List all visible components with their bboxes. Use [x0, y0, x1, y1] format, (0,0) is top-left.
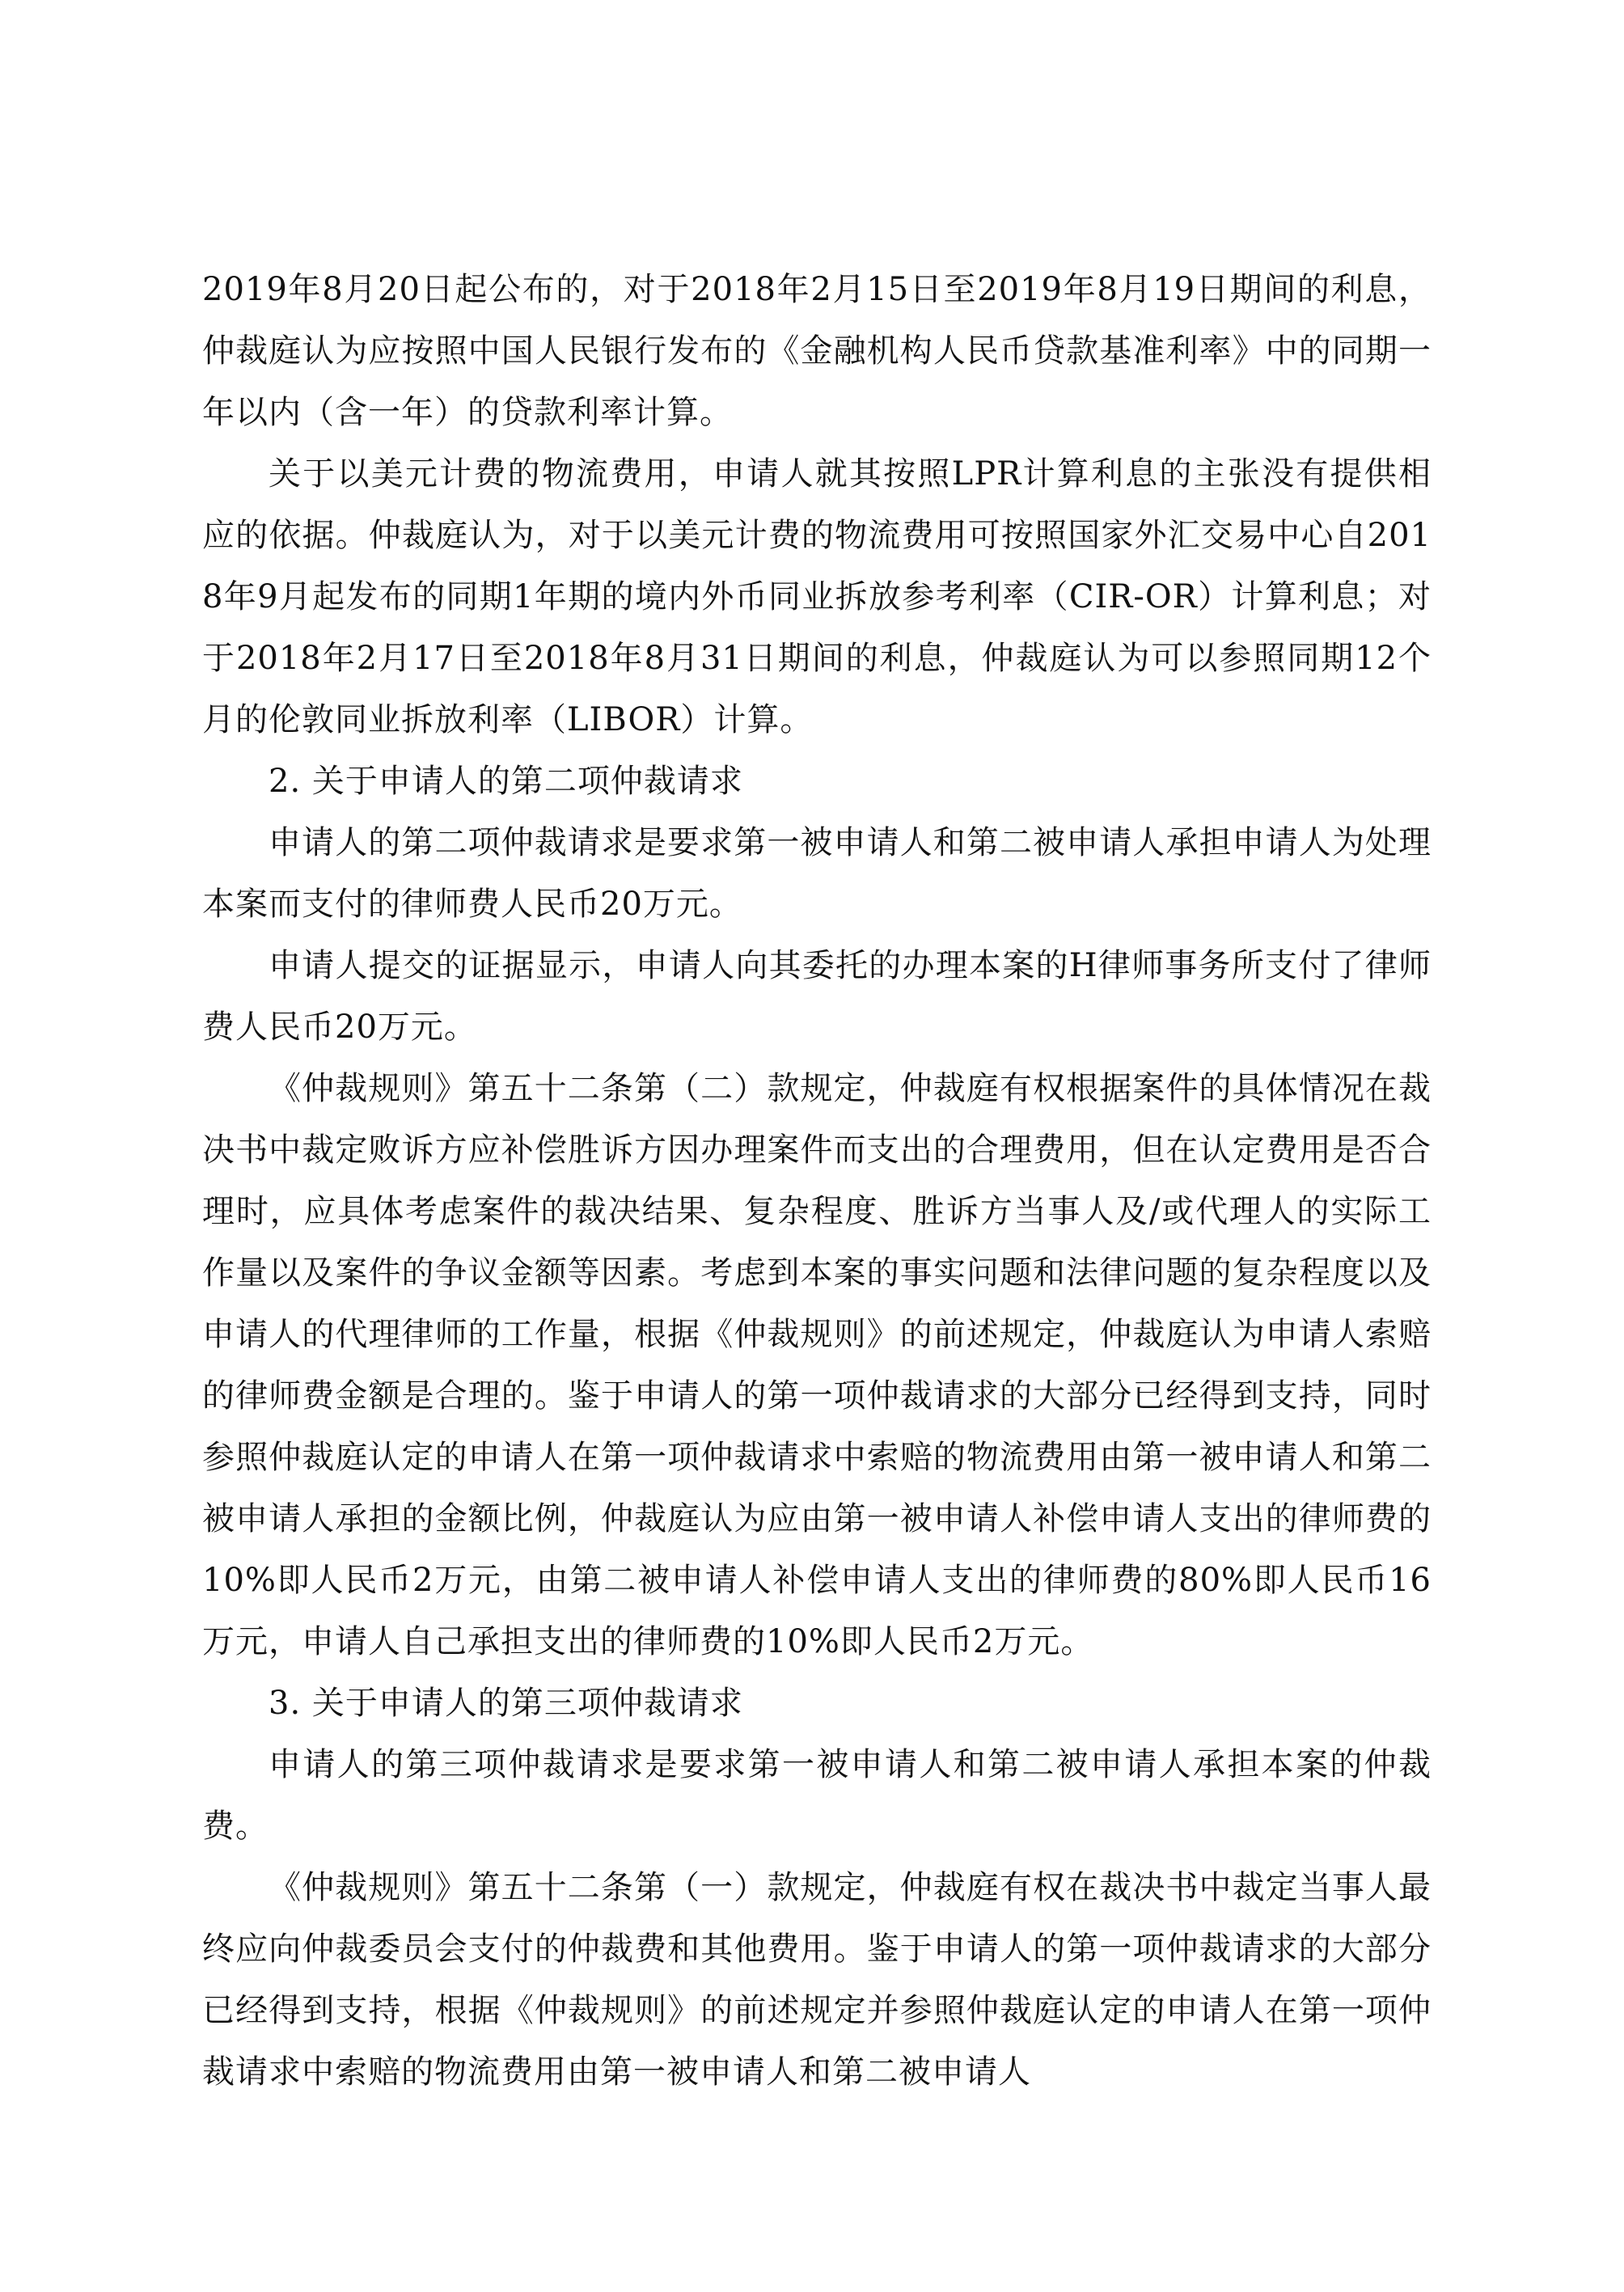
paragraph-second-claim-analysis: 《仲裁规则》第五十二条第（二）款规定，仲裁庭有权根据案件的具体情况在裁决书中裁定败诉方应补偿胜诉方因办理案件而支出的合理费用，但在认定费用是否合理时，应具体考虑案件的裁决结果、复杂程度、胜诉方当事人及/或代理人的实际工作量以及案件的争议金额等因素。考虑到本案的事实问题和法律问题的复杂程度以及申请人的代理律师的工作量，根据《仲裁规则》的前述规定，仲裁庭认为申请人索赔的律师费金额是合理的。鉴于申请人的第一项仲裁请求的大部分已经得到支持，同时参照仲裁庭认定的申请人在第一项仲裁请求中索赔的物流费用由第一被申请人和第二被申请人承担的金额比例，仲裁庭认为应由第一被申请人补偿申请人支出的律师费的10%即人民币2万元，由第二被申请人补偿申请人支出的律师费的80%即人民币16万元，申请人自己承担支出的律师费的10%即人民币2万元。: [202, 1070, 1432, 1660]
paragraph-interest-rmb: 2019年8月20日起公布的，对于2018年2月15日至2019年8月19日期间的利息，仲裁庭认为应按照中国人民银行发布的《金融机构人民币贷款基准利率》中的同期一年以内（含一年）的贷款利率计算。: [202, 271, 1432, 431]
document-body: [202, 259, 1432, 2103]
paragraph-third-claim-analysis: 《仲裁规则》第五十二条第（一）款规定，仲裁庭有权在裁决书中裁定当事人最终应向仲裁委员会支付的仲裁费和其他费用。鉴于申请人的第一项仲裁请求的大部分已经得到支持，根据《仲裁规则》的前述规定并参照仲裁庭认定的申请人在第一项仲裁请求中索赔的物流费用由第一被申请人和第二被申请人: [202, 1869, 1432, 2091]
paragraph-second-claim-summary: 申请人的第二项仲裁请求是要求第一被申请人和第二被申请人承担申请人为处理本案而支付的律师费人民币20万元。: [202, 824, 1432, 923]
section-heading-second-claim: 2. 关于申请人的第二项仲裁请求: [269, 763, 743, 800]
paragraph-interest-usd: 关于以美元计费的物流费用，申请人就其按照LPR计算利息的主张没有提供相应的依据。仲裁庭认为，对于以美元计费的物流费用可按照国家外汇交易中心自2018年9月起发布的同期1年期的境内外币同业拆放参考利率（CIR-OR）计算利息；对于2018年2月17日至2018年8月31日期间的利息，仲裁庭认为可以参照同期12个月的伦敦同业拆放利率（LIBOR）计算。: [202, 455, 1432, 738]
paragraph-third-claim-summary: 申请人的第三项仲裁请求是要求第一被申请人和第二被申请人承担本案的仲裁费。: [202, 1746, 1432, 1845]
section-heading-third-claim: 3. 关于申请人的第三项仲裁请求: [269, 1685, 743, 1722]
paragraph-second-claim-evidence: 申请人提交的证据显示，申请人向其委托的办理本案的H律师事务所支付了律师费人民币20万元。: [202, 947, 1432, 1046]
